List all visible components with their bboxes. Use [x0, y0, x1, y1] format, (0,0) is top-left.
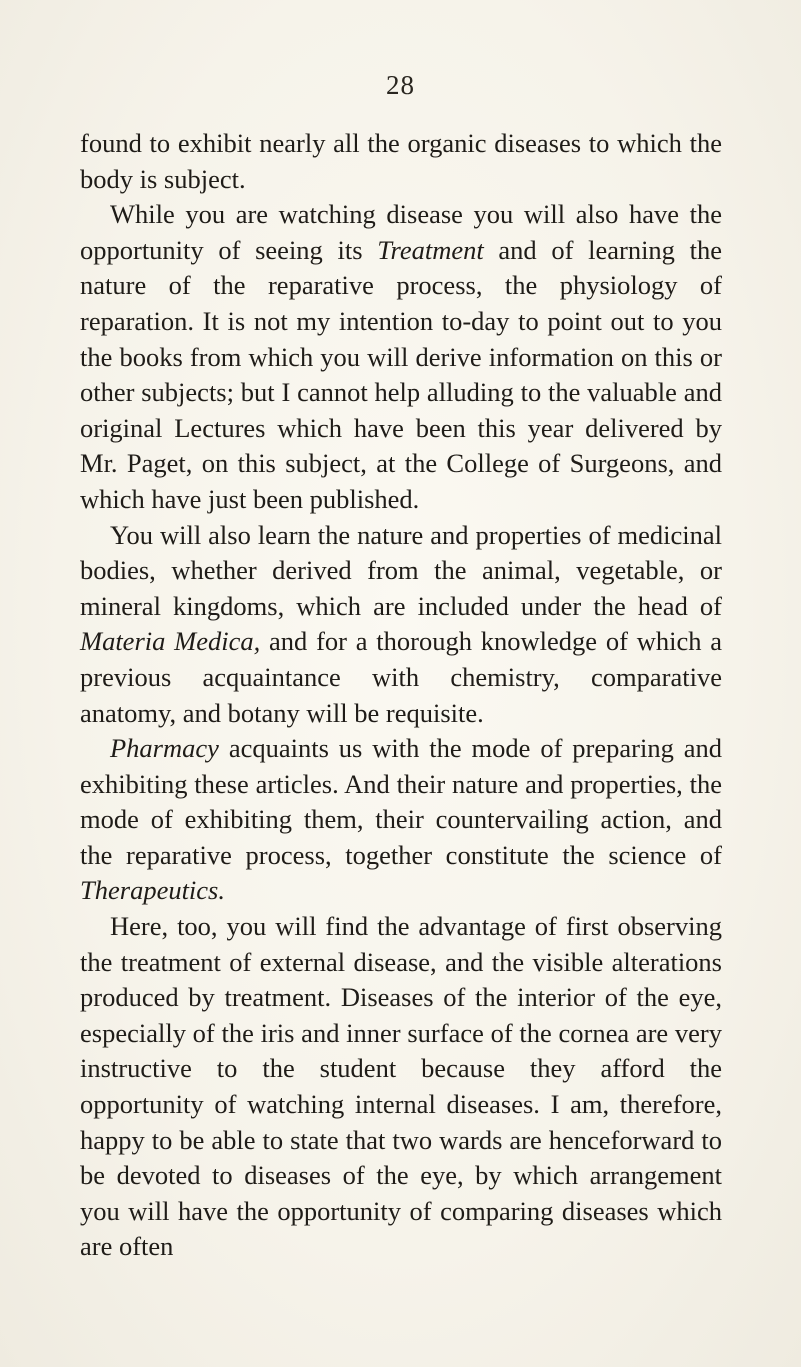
italic-term: Materia Medica, — [80, 626, 261, 657]
text-segment: and for a thorough knowledge of which a previous acquaintance with chemistry, comparative anatomy, and botany will be requisite. — [80, 626, 722, 728]
italic-term: Therapeutics. — [80, 875, 225, 906]
paragraph — [80, 909, 722, 1265]
paragraph — [80, 731, 722, 909]
paragraph — [80, 197, 722, 517]
text-segment: You will also learn the nature and properties of medicinal bodies, whether derived from the animal, vegetable, or mineral kingdoms, which are included under the head of — [80, 519, 722, 621]
italic-term: Pharmacy — [110, 733, 219, 764]
text-segment: Here, too, you will find the advantage of first observing the treatment of external disease, and the visible alterations produced by treatment. Diseases of the interior of the eye, especially of the iris and inner surface of the cornea are very instructive to the student because they afford the opportunity of watching internal diseases. I am, therefore, happy to be able to state that two wards are henceforward to be devoted to diseases of the eye, by which arrangement you will have the opportunity of comparing diseases which are often — [80, 911, 722, 1262]
italic-term: Treatment — [377, 234, 484, 265]
text-segment: found to exhibit nearly all the organic diseases to which the body is subject. — [80, 128, 722, 194]
body-text — [80, 126, 722, 1265]
page-number: 28 — [386, 70, 415, 100]
text-segment: While you are watching disease you will also have the opportunity of seeing its — [80, 199, 722, 265]
paragraph — [80, 126, 722, 197]
text-segment: and of learning the nature of the reparative process, the physiology of reparation. It is not my intention to-day to point out to you the books from which you will derive information on this or other subjects; but I cannot help alluding to the valuable and original Lectures which have been this year delivered by Mr. Paget, on this subject, at the College of Surgeons, and which have just been published. — [80, 234, 722, 514]
text-segment: acquaints us with the mode of preparing and exhibiting these articles. And their nature and properties, the mode of exhibiting them, their countervailing action, and the reparative process, together constitute the science of — [80, 733, 722, 870]
paragraph — [80, 518, 722, 732]
